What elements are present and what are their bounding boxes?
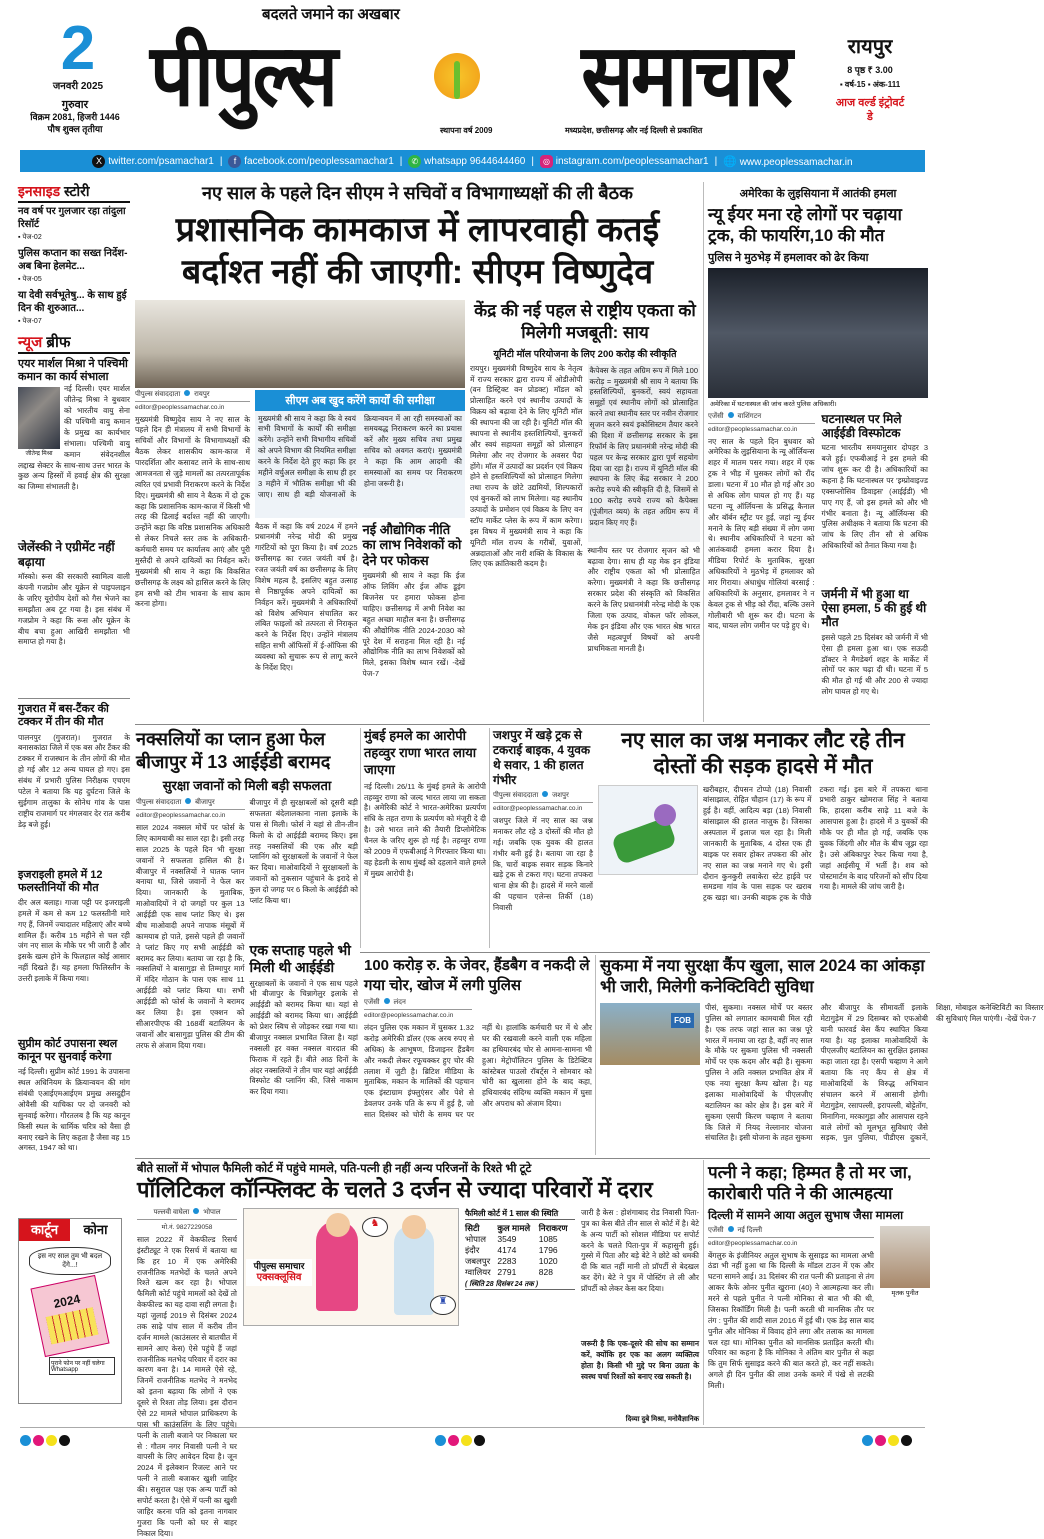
brief-story: इजराइली हमले में 12 फलस्तीनियों की मौत दीर अल बलाह। गाजा पट्टी पर इजराइली हमले में कम से कम 12 फलस्तीनी मारे गए हैं, जिनमें ज्यादातर महिलाएं और बच्चे शामिल हैं। करीब 15 महीने से चल रही जंग नए साल के मौके पर भी जारी है और इसके खत्म होने के फिलहाल कोई आसार नहीं दिखते हैं। यह हमला फिलिस्तीन के उत्तरी इलाके में किया गया। <box>18 868 130 984</box>
today-day: आज वर्ल्ड इंट्रोवर्ट डे <box>835 97 905 124</box>
mumbai-body: नई दिल्ली। 26/11 के मुंबई हमले के आरोपी तहव्वुर राणा को जल्द भारत लाया जा सकता है। अमेरिकी कोर्ट ने भारत-अमेरिका प्रत्यर्पण संधि के तहत राणा के प्रत्यर्पण को मंजूरी दे दी है। उसे भारत लाने की तैयारी डिप्लोमेटिक चैनल के जरिए शुरू हो गई है। तहव्वुर राणा को 2009 में एफबीआई ने गिरफ्तार किया था। वह हेडली के साथ मुंबई को दहलाने वाले हमले में मुख्य आरोपी है। <box>364 781 486 878</box>
registration-marks-center <box>435 1433 487 1451</box>
police-photo-caption: अमेरिका में घटनास्थल की जांच करते पुलिस अधिकारी। <box>708 398 928 409</box>
family-body: साल 2022 में वेकफील्ड रिसर्च इंस्टीट्यूट ने एक रिसर्च में बताया था कि हर 10 में एक अमेरिकी राजनीतिक मतभेदों के चलते अपने रिश्ते खत्म कर रहा है। भोपाल फैमिली कोर्ट पहुंचे मामलों को देखें तो वेकफील्ड का यह दावा सही लगता है। यहां जुलाई 2019 से दिसंबर 2024 तक साढ़े पांच साल में करीब तीन दर्जन मामले (काउंसलर से बातचीत में सामने आए केस) ऐसे पहुंचे हैं जहां राजनीतिक मतभेद परिवार में दरार का कारण बना है। 14 मामले ऐसे रहे, जिनमें राजनीतिक मतभेद ने मनभेद को इतना बढ़ाया कि लोगों ने एक दूसरे से रिश्ता तोड़ लिया। इस दौरान ऐसे 22 मामले भोपाल प्राधिकरण के पास भी काउंसलिंग के लिए पहुंचे। पत्नी के ताली बजाने पर निकाला घर से : गौतम नगर निवासी पत्नी ने घर वापसी के लिए आवेदन दिया है। जून 2024 में इलेक्शन रिजल्ट आने पर पत्नी ने ताली बजाकर खुशी जाहिर की। ससुराल पक्ष एक अन्य पार्टी को सपोर्ट करता है। ऐसे में पत्नी का खुशी जाहिर करना पति को इतना नागवार गुजरा कि पत्नी को घर से बाहर निकाल दिया। <box>137 1234 237 1538</box>
naxal-body: साल 2024 नक्सल मोर्चे पर फोर्स के लिए कामयाबी का साल रहा है। इसी तरह साल 2025 के पहले दिन भी सुरक्षा जवानों ने सफलता हासिल की है। बीजापुर में नक्सलियों ने घातक प्लान बनाया था, जिसे जवानों ने फेल कर दिया। जानकारी के मुताबिक, माओवादियों ने दो जगहों पर कुल 13 आईईडी एक साथ प्लांट किए थे। इस बीच माओवादी अपने नापाक मंसूबों में कामयाब हो पाते, इससे पहले ही जवानों ने प्लांट किए गए सभी आईईडी को बरामद कर लिया। बताया जा रहा है कि, नक्सलियों ने बासागुड़ा से तिम्मापुर मार्ग में मंदिर गोठान के पास एक साथ 11 आईईडी को प्लांट किया था। सभी आईईडी को फोर्स के जवानों ने बरामद कर लिया है। इस एक्शन को सीआरपीएफ की 168वीं बटालियन के जवानों और बासागुड़ा पुलिस की टीम की तरफ से अंजाम दिया गया। <box>136 823 245 1050</box>
ied-body: घटना भारतीय समयानुसार दोपहर 3 बजे हुई। एफबीआई ने इस हमले की जांच शुरू कर दी है। अधिकारियों का कहना है कि घटनास्थल पर 'इम्प्रोवाइज्ड एक्सप्लोसिव डिवाइस' (आईईडी) भी पाए गए हैं, जो इस हमले को और भी गंभीर बनाता है। न्यू ऑर्लियन्स की पुलिस अधीक्षक ने बताया कि घटना की जांच के लिए तीन सौ से अधिक अधिकारियों को तैनात किया गया है। <box>821 443 928 551</box>
theft-story <box>364 956 592 1154</box>
unity-body: रायपुर। मुख्यमंत्री विष्णुदेव साय के नेतृत्व में राज्य सरकार द्वारा राज्य में ओडीओपी (वन डिस्ट्रिक्ट वन प्रोडक्ट) मॉडल को प्रोत्साहित करने एवं स्थानीय उत्पादों के विक्रय को बढ़ावा देने के लिए यूनिटी मॉल की स्थापना की जा रही है। यूनिटी मॉल की स्थापना से स्थानीय हस्तशिल्पियों, बुनकरों और स्वयं सहायता समूहों को प्रोत्साहन मिलेगा और नए रोजगार के अवसर पैदा होंगे। मॉल में उत्पादों का प्रदर्शन एवं विक्रय होने से हस्तशिल्पियों को प्रोत्साहन मिलेगा तथा राज्य के छोटे उद्यमियों, शिल्पकारों एवं बुनकरों को लाभ मिलेगा। यह स्थानीय उत्पादों के प्रमोशन एवं विक्रय के लिए वन स्टॉप मार्केट प्लेस के रूप में काम करेगा। इस विषय में मुख्यमंत्री साय ने कहा कि यूनिटी मॉल राज्य के गरीबों, युवाओं, अन्नदाताओं और नारी शक्ति के विकास के लिए एक क्रांतिकारी कदम है। <box>470 363 583 569</box>
facebook-icon: f <box>228 155 241 168</box>
table-row: जबलपुर 2283 1020 <box>465 1255 558 1267</box>
ied-headline: घटनास्थल पर मिले आईईडी विस्फोटक <box>821 411 902 440</box>
pen-nib-logo-icon <box>434 53 480 99</box>
industrial-policy-body: मुख्यमंत्री श्री साय ने कहा कि ईज ऑफ लिविंग और ईज ऑफ डूइंग बिजनेस पर हमारा फोकस होना चाहिए। छत्तीसगढ़ में अभी निवेश का बहुत अच्छा माहौल बना है। छत्तीसगढ़ की औद्योगिक नीति 2024-2030 को पूरे देश में सराहना मिल रही है। नई औद्योगिक नीति का लाभ निवेशकों को मिले, इसका विशेष ध्यान रखें। -देखें पेज-7 <box>362 571 465 679</box>
officer-photo: जीतेन्द्र मिश्रा <box>18 387 60 459</box>
unity-headline[interactable]: केंद्र की नई पहल से राष्ट्रीय एकता को मिलेगी मजबूती: साय <box>474 300 696 342</box>
sukma-story <box>600 956 1044 1154</box>
donkey-icon: ♞ <box>362 1217 388 1237</box>
inside-item[interactable]: पुलिस कप्तान का सख्त निर्देश- अब बिना हेलमेट... ▪ पेज-05 <box>18 248 128 283</box>
logo[interactable] <box>150 30 790 122</box>
table-row: ग्वालियर 2791 828 <box>465 1266 553 1278</box>
suicide-subheadline: दिल्ली में सामने आया अतुल सुभाष जैसा मामला <box>708 1209 904 1222</box>
theft-body: लंदन पुलिस एक मकान में घुसकर 1.32 करोड़ अमेरिकी डॉलर (एक अरब रुपए से अधिक) के आभूषण, डिजाइनर हैंडबैग और नकदी लेकर रफूचक्कर हुए चोर की तलाश में जुटी है। ब्रिटिश मीडिया के मुताबिक, मकान के मालिकों की पहचान एक इंस्टाग्राम इंफ्लुएंसर और पेशे से डेवलपर उनके पति के रूप में हुई है, जो सात दिसंबर को चोरी के समय घर पर नहीं थे। हालांकि कर्मचारी घर में थे और घर की रखवाली करने वाली एक महिला का हथियारबंद चोर से आमना-सामना भी हुआ। मेट्रोपॉलिटन पुलिस के डिटेक्टिव कांस्टेबल पाउलो रॉबर्ट्स ने सोमवार को चोरी का खुलासा होने के बाद कहा, हथियारबंद संदिग्ध व्यक्ति मकान में घुसा और अपराध को अंजाम दिया। <box>364 1023 592 1119</box>
date-details <box>20 98 130 136</box>
corner-title: कोना <box>83 1222 108 1237</box>
news-brief-title: न्यूज ब्रीफ <box>18 332 130 354</box>
cartoon-speech-bubble: इस नए साल तुम भी बदल देंगे...! <box>29 1247 111 1275</box>
bike-accident-illustration <box>598 785 698 875</box>
social-facebook[interactable]: f facebook.com/peoplessamachar1 <box>228 155 393 168</box>
unity-capex-box: कैपेक्स के तहत अग्रिम रूप में मिले 100 करोड़ = मुख्यमंत्री श्री साय ने बताया कि हस्तशिल्पियों, बुनकरों, स्वयं सहायता समूहों एवं स्थानीय लोगों को प्रोत्साहित करने तथा स्थानीय स्तर पर नवीन रोजगार सृजन करने स्वयं इकोसिस्टम तैयार करने की दिशा में छत्तीसगढ़ सरकार के इस रिफॉर्म के लिए प्रधानमंत्री नरेन्द्र मोदी की पहल पर केन्द्र सरकार द्वारा पूर्ण सहयोग दिया जा रहा है। राज्य में यूनिटी मॉल की स्थापना के लिए केंद्र सरकार ने 200 करोड़ रुपये की स्वीकृति दी है, जिसमें से 100 करोड़ रुपये राज्य को कैपेक्स (पूंजीगत व्यय) के तहत अग्रिम रूप में प्रदान किए गए हैं। <box>588 364 701 542</box>
usa-body: नए साल के पहले दिन बुधवार को अमेरिका के लुइसियाना के न्यू ऑर्लियन्स शहर में मातम पसर गया। शहर में एक ट्रक ने भीड़ में घुसकर लोगों को रौंद डाला। घटना में 10 मौत हो गई और 30 से अधिक लोग घायल हो गए हैं। यह घटना न्यू ऑर्लियन्स के प्रसिद्ध कैनाल और बॉर्बन स्ट्रीट पर हुई, जहां न्यू ईयर मनाने के लिए बड़ी संख्या में लोग जमा थे। स्थानीय अधिकारियों ने घटना को आतंकवादी हमला करार दिया है। मीडिया रिपोर्ट के मुताबिक, सुरक्षा अधिकारियों ने मुठभेड़ में हमलावर को मार गिराया। अंधाधुंध गोलियां बरसाई : अधिकारियों के अनुसार, हमलावर ने न केवल ट्रक से भीड़ को रौंदा, बल्कि उसने गोलीबारी भी शुरू कर दी। घटना के बाद, घायल लोग जमीन पर पड़े हुए थे। <box>708 436 815 631</box>
brief-story: जेलेंस्की ने एग्रीमेंट नहीं बढ़ाया मॉस्को। रूस की सरकारी स्वामित्व वाली कंपनी गजप्रोम और यूक्रेन से पाइपलाइन के जरिए यूरोपीय देशों को गैस भेजने का समझौता अब टूट गया है। इस संबंध में गजप्रोम ने कहा कि रूस और यूक्रेन के बीच बचा हुआ आखिरी समझौता भी समाप्त हो गया है। <box>18 540 130 647</box>
family-byline: पल्लवी वाघेला भोपाल मो.नं. 9827229058 <box>137 1208 237 1235</box>
lead-body: मुख्यमंत्री विष्णुदेव साय ने नए साल के पहले दिन ही मंत्रालय में सभी विभागों के सचिवों और विभागों के विभागाध्यक्षों की बैठक लेकर शासकीय काम-काज में पारदर्शिता और कसावट लाने के साथ-साथ आमजनता से जुड़े मामलों का तत्परतापूर्वक त्वरित एवं प्रभावी निराकरण करने के निर्देश दिए। मुख्यमंत्री श्री साय ने बैठक में दो टूक कहा कि प्रशासनिक काम-काज में किसी भी तरह की ढिलाई बर्दाश्त नहीं की जाएगी। उन्होंने कहा कि वरिष्ठ प्रशासनिक अधिकारी से लेकर निचले स्तर तक के अधिकारी-कर्मचारी समय पर कार्यालय आएं और पूरी मुस्तैदी से अपने दायित्वों का निर्वहन करें। मुख्यमंत्री श्री साय ने कहा कि विकसित छत्तीसगढ़ के लक्ष्य को हासिल करने के लिए हम सभी को टीम भावना के साथ काम करना होगा। <box>135 414 250 609</box>
cm-meeting-photo <box>135 300 465 388</box>
registration-marks-left <box>20 1433 72 1451</box>
unity-body-continued: स्थानीय स्तर पर रोजगार सृजन को भी बढ़ावा देगा। साथ ही यह मेक इन इंडिया और राष्ट्रीय एकता को भी प्रोत्साहित करेगा। मुख्यमंत्री ने कहा कि छत्तीसगढ़ सरकार प्रदेश की संस्कृति को विकसित करने के लिए प्रधानमंत्री नरेन्द्र मोदी के एक जिला एक उत्पाद, वोकल फॉर लोकल, मेक इन इंडिया और एक भारत श्रेष्ठ भारत जैसे महत्वपूर्ण विषयों को अपनी प्राथमिकता मानती है। <box>587 545 700 653</box>
sukma-headline[interactable]: सुकमा में नया सुरक्षा कैंप खुला, साल 2024 का आंकड़ा भी जारी, मिलेगी कनेक्टिविटी सुविधा <box>600 957 925 997</box>
newyear-body: खरीबहार, दीपसन टोप्पो (18) निवासी बांसाझाल, रोहित चौहान (17) के रूप में हुई है। वहीं, आदित्य बड़ा (18) निवासी बांसाझाल की हालत नाजुक है। जिसका अस्पताल में इलाज चल रहा है। मिली जानकारी के मुताबिक, 4 दोस्त एक ही बाइक पर सवार होकर तपकरा की ओर नए साल का जश्न मनाने गए थे। इसी दौरान कुनकुरी लवाकेरा स्टेट हाईवे पर समडमा गांव के पास सड़क पर खराब ट्रक खड़ा था। उनकी बाइक ट्रक के पीछे टकरा गई। इस बारे में तपकरा थाना प्रभारी ठाकुर खोमराज सिंह ने बताया कि, हादसा करीब साढ़े 11 बजे के आसपास हुआ है। हादसे में 3 युवकों की मौके पर ही मौत हो गई, जबकि एक युवक जिंदगी और मौत के बीच जूझ रहा है। उसे अंबिकापुर रेफर किया गया है, जहां आईसीयू में भर्ती है। शव को पोस्टमार्टम के बाद परिजनों को सौंप दिया गया है। मामले की जांच जारी है। <box>703 784 928 903</box>
lead-kicker: नए साल के पहले दिन सीएम ने सचिवों व विभागाध्यक्षों की ली बैठक <box>202 183 633 203</box>
cm-review-box: सीएम अब खुद करेंगे कार्यों की समीक्षा मुख्यमंत्री श्री साय ने कहा कि वे स्वयं सभी विभागों के कार्यों की समीक्षा करेंगे। उन्होंने सभी विभागीय सचिवों को अपने विभाग की नियमित समीक्षा करने के निर्देश देते हुए कहा कि हर महीने वर्चुअल समीक्षा के साथ ही हर 3 महीने में भौतिक समीक्षा भी की जाए। साथ ही बड़ी योजनाओं के क्रियान्वयन में आ रही समस्याओं का समयबद्ध निराकरण करने का प्रयास करें और मुख्य सचिव तथा प्रमुख सचिव को अवगत कराएं। मुख्यमंत्री ने कहा कि आम आदमी की समस्याओं का समय पर निराकरण होना जरूरी है। <box>255 390 465 518</box>
naxal-byline: पीपुल्स संवाददाता बीजापुर editor@peoplessamachar.co.in <box>136 798 245 823</box>
usa-story <box>708 182 928 720</box>
family-headline[interactable]: पॉलिटिकल कॉन्फ्लिक्ट के चलते 3 दर्जन से ज्यादा परिवारों में दरार <box>137 1177 653 1203</box>
samvat: विक्रम 2081, हिजरी 1446 <box>30 112 120 123</box>
logo-right-text: समाचार <box>581 28 790 124</box>
ied-week-body: सुरक्षाबलों के जवानों ने एक साथ पहले भी बीजापुर के चिन्नागेलुर इलाके से आईईडी को बरामद किया था। यहां से आईईडी को बरामद किया था। आईईडी को प्रेशर स्विच से जोड़कर रखा गया था। बीजापुर नक्सल प्रभावित जिला है। यहां नक्सली हर वक्त नक्सल वारदात की फिराक में रहते हैं। बीते आठ दिनों के अंदर नक्सलियों ने तीन चार यहां आईईडी विस्फोट की प्लानिंग की, जिसे नाकाम कर दिया गया। <box>249 978 358 1097</box>
globe-icon: 🌐 <box>723 155 737 168</box>
published-from: मध्यप्रदेश, छत्तीसगढ़ और नई दिल्ली से प्रकाशित <box>565 126 703 135</box>
tagline: बदलते जमाने का अखबार <box>262 6 400 23</box>
social-whatsapp[interactable]: ✆ whatsapp 9644644460 <box>408 155 525 168</box>
table-row: इंदौर 4174 1796 <box>465 1244 558 1256</box>
registration-marks-right <box>862 1433 914 1451</box>
industrial-policy-headline: नई औद्योगिक नीति का लाभ निवेशकों को देने पर फोकस <box>362 521 462 568</box>
jashpur-body: जशपुर जिले में नए साल का जश्न मनाकर लौट रहे 3 दोस्तों की मौत हो गई। जबकि एक युवक की हालत गंभीर बनी हुई है। बताया जा रहा है कि, चारों बाइक सवार सड़क किनारे खड़े ट्रक से टकरा गए। घटना तपकरा थाना क्षेत्र की है। हादसे में मरने वालों की पहचान एलेन्स तिर्की (18) निवासी <box>493 816 593 912</box>
psychologist-quote: जरूरी है कि एक-दूसरे की सोच का सम्मान करें, क्योंकि हर एक का अलग व्यक्तित्व होता है। किसी भी मुद्दे पर बिना उग्रता के स्वस्थ चर्चा रिश्तों को बनाए रख सकती है। दिव्या दुबे मिश्रा, मनोवैज्ञानिक <box>581 1339 699 1423</box>
germany-body: इससे पहले 25 दिसंबर को जर्मनी में भी ऐसा ही हमला हुआ था। एक सऊदी डॉक्टर ने मैगडेबर्ग शहर के मार्केट में लोगों पर कार चढ़ा दी थी। घटना में 5 की मौत हो गई थी और 200 से ज्यादा लोग घायल हो गए थे। <box>821 632 928 697</box>
theft-byline: एजेंसी लंदन editor@peoplessamachar.co.in <box>364 998 472 1023</box>
social-bar: X twitter.com/psamachar1 | f facebook.com/peoplessamachar1 | ✆ whatsapp 9644644460 | ◎ instagram.com/peoplessamachar1 | 🌐 www.peoplessamachar.in <box>20 150 925 172</box>
lead-story <box>135 182 700 720</box>
jashpur-headline[interactable]: जशपुर में खड़े ट्रक से टकराई बाइक, 4 युवक थे सवार, 1 की हालत गंभीर <box>493 728 591 787</box>
suicide-body: बेंगलुरु के इंजीनियर अतुल सुभाष के सुसाइड का मामला अभी ठंडा भी नहीं हुआ था कि दिल्ली के मॉडल टाउन में एक और घटना सामने आई। 31 दिसंबर की रात पत्नी की प्रताड़ना से तंग आकर कैफे ओनर पुनीत खुराना (40) ने आत्महत्या कर ली। मरने से पहले पुनीत ने पत्नी मोनिका से बात भी की थी, जिसका रिकॉर्डिंग मिली है। पत्नी करती थी मानसिक तौर पर तंग : पुनीत की शादी साल 2016 में हुई थी। एक डेढ़ साल बाद पुनीत और मोनिका में विवाद होने लगा और तलाक का मामला चल रहा था। मोनिका पुनीत को मानसिक प्रताड़ित करती थी। परिवार का कहना है कि मोनिका ने अंतिम बार पुनीत से कहा कि तुम सिर्फ सुसाइड करने की बात करते हो, कर नहीं सकते। अगले ही दिन पुनीत की लाश उनके कमरे में पंखे से लटकी मिली। <box>708 1250 874 1390</box>
naxal-headline[interactable]: नक्सलियों का प्लान हुआ फेल बीजापुर में 13 आईईडी बरामद <box>136 729 331 772</box>
elephant-icon: ♜ <box>430 1295 456 1315</box>
cartoon-corner <box>18 1218 122 1404</box>
logo-left-text: पीपुल्स <box>150 28 336 124</box>
brief-story: गुजरात में बस-टैंकर की टक्कर में तीन की मौत पालनपुर (गुजरात)। गुजरात के बनासकांठा जिले में एक बस और टैंकर की टक्कर में राजस्थान के तीन लोगों की मौत हो गई और 12 अन्य घायल हो गए। इस संबंध में प्रभारी पुलिस निरीक्षक एचएम पटेल ने बताया कि यह दुर्घटना जिले के सुईगाम तालुका के सोनेथ गांव के पास राष्ट्रीय राजमार्ग पर मंगलवार देर रात करीब डेढ़ बजे हुई। <box>18 698 130 860</box>
inside-item[interactable]: नव वर्ष पर गुलजार रहा तांदुला रिसॉर्ट ▪ पेज-02 <box>18 206 126 241</box>
ied-week-headline: एक सप्ताह पहले भी मिली थी आईईडी <box>249 942 351 975</box>
cartoon-title: कार्टून <box>19 1219 70 1241</box>
unity-subheadline: यूनिटी मॉल परियोजना के लिए 200 करोड़ की स्वीकृति <box>493 348 677 360</box>
newyear-story <box>598 728 928 950</box>
left-column <box>18 182 130 1212</box>
weekday: गुरुवार <box>61 99 89 111</box>
cartoon-note: पुराने फोन पर नहीं चलेगा Whatsapp <box>49 1357 115 1375</box>
inside-title-a: इनसाइड <box>18 183 61 199</box>
date-block <box>45 14 111 93</box>
inside-story <box>18 182 130 326</box>
naxal-story <box>136 728 358 1154</box>
brief-story: सुप्रीम कोर्ट उपासना स्थल कानून पर सुनवाई करेगा नई दिल्ली। सुप्रीम कोर्ट 1991 के उपासना स्थल अधिनियम के क्रियान्वयन की मांग संबंधी एआईएमआईएम प्रमुख असदुद्दीन ओवैसी की याचिका पर दो जनवरी को सुनवाई करेगा। गौरतलब है कि यह कानून किसी स्थल के धार्मिक चरित्र को वैसा ही बनाए रखने के लिए कहता है जैसा वह 15 अगस्त, 1947 को था। <box>18 1037 130 1153</box>
tithi: पौष शुक्ल तृतीया <box>47 123 103 134</box>
lead-headline[interactable]: प्रशासनिक कामकाज में लापरवाही कतई बर्दाश्त नहीं की जाएगी: सीएम विष्णुदेव <box>175 210 660 291</box>
suicide-byline: एजेंसी नई दिल्ली editor@peoplessamachar.co.in <box>708 1226 874 1251</box>
jashpur-byline: पीपुल्स संवाददाता जशपुर editor@peoplessamachar.co.in <box>493 791 593 816</box>
social-twitter[interactable]: X twitter.com/psamachar1 <box>92 155 213 168</box>
suicide-story <box>708 1162 930 1424</box>
calendar-drawing: 2024 <box>30 1275 109 1357</box>
whatsapp-icon: ✆ <box>408 155 421 168</box>
family-story <box>137 1162 699 1538</box>
city: रायपुर <box>847 36 893 58</box>
lead-body-continued: बैठक में कहा कि वर्ष 2024 में हमने प्रधानमंत्री नरेन्द्र मोदी की प्रमुख गारंटियों को पूरा किया है। वर्ष 2025 छत्तीसगढ़ का रजत जयंती वर्ष है। रजत जयंती वर्ष का छत्तीसगढ़ के लिए विशेष महत्व है, इसलिए बहुत उत्साह से निष्ठापूर्वक अपने दायित्वों का निर्वहन करें। मुख्यमंत्री ने अधिकारियों को विशेष अभियान संचालित कर लंबित फाइलों को तत्परता से निराकृत करने के निर्देश दिए। उन्होंने मंत्रालय सहित सभी ऑफिसों में ई-ऑफिस की व्यवस्था को सुचारू रूप से लागू करने के निर्देश दिए। <box>255 521 358 672</box>
price: 8 पृष्ठ ₹ 3.00 <box>847 65 893 75</box>
brief-story: एयर मार्शल मिश्रा ने पश्चिमी कमान का कार्य संभाला जीतेन्द्र मिश्रा नई दिल्ली। एयर मार्शल जीतेन्द्र मिश्रा ने बुधवार को भारतीय वायु सेना की पश्चिमी वायु कमान के प्रमुख का कार्यभार संभाला। पश्चिमी वायु कमान संवेदनशील लद्दाख सेक्टर के साथ-साथ उत्तर भारत के कुछ अन्य हिस्सों में हवाई क्षेत्र की सुरक्षा का जिम्मा संभालती है। <box>18 358 130 492</box>
x-icon: X <box>92 155 105 168</box>
established: स्थापना वर्ष 2009 <box>440 126 493 135</box>
puneet-photo: मृतक पुनीत <box>880 1226 930 1425</box>
usa-byline: एजेंसी वाशिंगटन editor@peoplessamachar.co.in <box>708 412 815 437</box>
police-photo <box>708 268 928 398</box>
sukma-body: पीसं, सुकमा। नक्सल मोर्चे पर बस्तर पुलिस को लगातार कामयाबी मिल रही है। एक तरफ जहां साल का जश्न पूरे भारत में मनाया जा रहा है, वहीं नए साल के मौके पर सुकमा पुलिस भी नक्सली मोर्चे पर एक कदम और बढ़ी है। सुकमा पुलिस ने अति नक्सल प्रभावित क्षेत्र में एक नया सुरक्षा कैम्प खोला है। यह इलाका माओवादियों के पीएलजीए बटालियन का कोर क्षेत्र है। इस बारे में सुकमा एसपी किरण चव्हाण ने बताया कि जिले में नियद नेल्लानार योजना संचालित है। इसी योजना के तहत सुकमा और बीजापुर के सीमावर्ती इलाके मेटागुड़ेम में 29 दिसम्बर को एफओबी यानी फारवर्ड बेस कैंप स्थापित किया गया है। यह इलाका माओवादियों के पीएलजीए बटालियन का सुरक्षित इलाका कहा जाता रहा है। एसपी चव्हाण ने आगे बताया कि नए कैंप से क्षेत्र में माओवादियों के विरुद्ध अभियान संचालन करने में आसानी होगी। मेटागुड़ेम, रसापल्ली, इरापल्ली, बोट्टेतोंग, मिनागिना, मरकागुड़ा और आसपास रहने वाले लोगों को मूलभूत सुविधाएं जैसे सड़क, पुल पुलिया, पीडीएस दुकानें, शिक्षा, मोबाइल कनेक्टिविटी का विस्तार की सुविधाएं मिल पाएंगी। -देखें पेज-7 <box>705 1002 1044 1143</box>
date-day: 2 <box>60 14 96 83</box>
family-court-table: फैमिली कोर्ट में 1 साल की स्थिति सिटी कुल मामले निराकरण भोपाल 3549 1085 इंदौर 4174 1796 जबलपुर 2283 1020 ग्वालियर 2791 828 ( स्थिति 28 दिसंबर 24 तक ) <box>465 1208 575 1424</box>
naxal-body-b: बीजापुर में ही सुरक्षाबलों को दूसरी बड़ी सफलता बंदेलालकाना नाला इलाके के पास से मिली। फोर्स ने यहां से तीन-तीन किलो के दो आईईडी बरामद किए। इस तरह नक्सलियों की एक और बड़ी प्लानिंग को सुरक्षाबलों के जवानों ने फेल कर दिया। माओवादियों ने सुरक्षाबलों के जवानों को नुकसान पहुंचाने के इरादे से कुल दो जगह पर 6 किलो के आईईडी को प्लांट किया था। <box>249 798 358 905</box>
suicide-headline[interactable]: पत्नी ने कहा; हिम्मत है तो मर जा, कारोबारी पति ने की आत्महत्या <box>708 1163 912 1204</box>
newyear-headline[interactable]: नए साल का जश्न मनाकर लौट रहे तीन दोस्तों की सड़क हादसे में मौत <box>621 729 905 779</box>
inside-item[interactable]: या देवी सर्वभूतेषु... के साथ हुई दिन की शुरुआत... ▪ पेज-07 <box>18 290 127 325</box>
family-case-body: जारी है केस : होशंगाबाद रोड निवासी पिता-पुत्र का केस बीते तीन साल से कोर्ट में है। बेटे के अन्य पार्टी को सोशल मीडिया पर सपोर्ट करने के चलते पिता-पुत्र में कहासुनी हुई। गुस्से में पिता और बड़े बेटे ने छोटे को धमकी दी कि बात नहीं मानी तो प्रॉपर्टी से बेदखल कर देंगे। बेटे ने पुत्र में पोस्टिंग ले ली और प्रॉपर्टी को लेकर केस कर दिया। <box>581 1207 699 1293</box>
date-month: जनवरी 2025 <box>52 81 104 92</box>
naxal-subheadline: सुरक्षा जवानों को मिली बड़ी सफलता <box>162 778 332 793</box>
social-instagram[interactable]: ◎ instagram.com/peoplessamachar1 <box>540 155 709 168</box>
social-website[interactable]: 🌐 www.peoplessamachar.in <box>723 155 853 168</box>
inside-title-b: स्टोरी <box>60 183 90 199</box>
edition-block <box>815 35 925 125</box>
sukma-camp-photo: FOB <box>600 1003 700 1065</box>
germany-headline: जर्मनी में भी हुआ था ऐसा हमला, 5 की हुई थी मौत <box>821 586 927 630</box>
instagram-icon: ◎ <box>540 155 553 168</box>
usa-kicker: अमेरिका के लुइसियाना में आतंकी हमला <box>739 188 897 200</box>
mumbai-headline[interactable]: मुंबई हमले का आरोपी तहव्वुर राणा भारत लाया जाएगा <box>364 728 477 777</box>
volume: ▪ वर्ष-15 ▪ अंक-111 <box>839 80 901 89</box>
family-kicker: बीते सालों में भोपाल फैमिली कोर्ट में पहुंचे मामले, पति-पत्नी ही नहीं अन्य परिजनों के रिश्ते भी टूटे <box>137 1163 532 1175</box>
theft-headline[interactable]: 100 करोड़ रु. के जेवर, हैंडबैग व नकदी ले गया चोर, खोज में लगी पुलिस <box>364 957 590 994</box>
lead-byline: पीपुल्स संवाददाता रायपुर editor@peoplessamachar.co.in <box>135 390 250 415</box>
political-cartoon <box>243 1208 459 1326</box>
mumbai-story <box>364 728 486 950</box>
table-row: भोपाल 3549 1085 <box>465 1233 558 1245</box>
jashpur-story <box>493 728 593 950</box>
usa-headline[interactable]: न्यू ईयर मना रहे लोगों पर चढ़ाया ट्रक, की फायरिंग,10 की मौत <box>708 205 902 246</box>
usa-subheadline: पुलिस ने मुठभेड़ में हमलावर को ढेर किया <box>708 251 869 264</box>
unity-story <box>470 300 700 721</box>
exclusive-badge: पीपुल्स समाचार एक्सक्लूसिव <box>246 1259 312 1286</box>
